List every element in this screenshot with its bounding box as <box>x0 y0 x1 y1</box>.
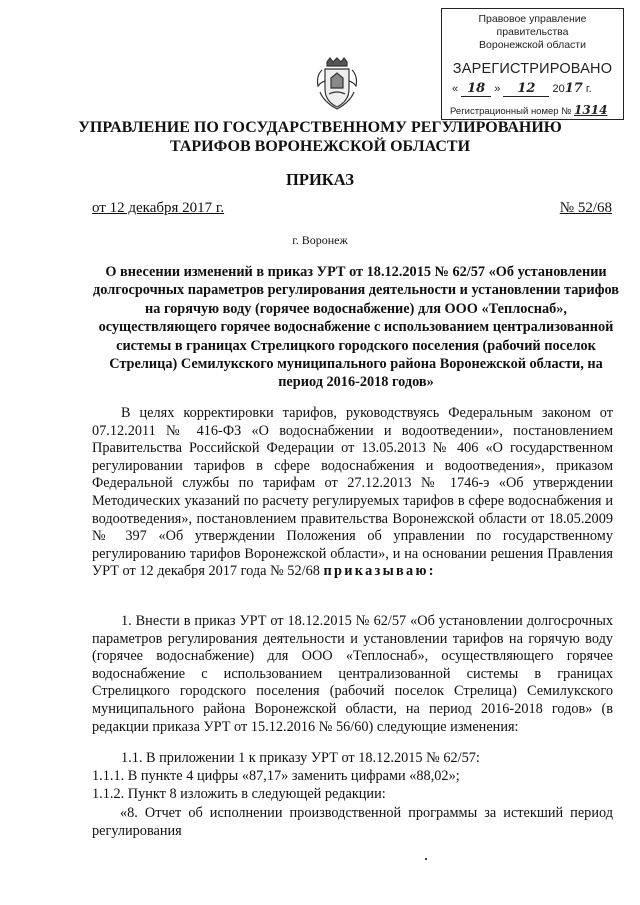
stamp-date-open-quote: « <box>452 83 459 95</box>
preamble-paragraph <box>92 405 613 581</box>
stamp-org-line1: Правовое управление правительства <box>478 13 587 38</box>
stamp-date-year-suffix: 17 <box>564 81 583 96</box>
page-mark <box>425 858 427 860</box>
coat-of-arms-icon <box>314 56 360 114</box>
stamp-date-close-quote: » <box>494 83 501 95</box>
preamble-text: В целях корректировки тарифов, руководствуясь Федеральным законом от 07.12.2011 № 416-ФЗ «О водоснабжении и водоотведении», постановлением Правительства Российской Федерации от 13.05.2013 № 406 «О государственном регулировании тарифов в сфере водоснабжения и водоотведения», приказом Федеральной службы по тарифам от 27.12.2013 № 1746-э «Об утверждении Методических указаний по расчету регулируемых тарифов в сфере водоснабжения и водоотведения», постановлением правительства Воронежской области от 18.05.2009 № 397 «Об утверждении Положения об управлении по государственному регулированию тарифов Воронежской области», и на основании решения Правления УРТ от 12 декабря 2017 года № 52/68 <box>92 405 613 580</box>
stamp-date-month: 12 <box>517 81 536 96</box>
item-1-1: 1.1. В приложении 1 к приказу УРТ от 18.12.2015 № 62/57: <box>121 750 480 766</box>
stamp-registered-label: ЗАРЕГИСТРИРОВАНО <box>452 61 613 77</box>
item-1-1-2: 1.1.2. Пункт 8 изложить в следующей редакции: <box>92 786 386 802</box>
order-word: приказываю: <box>323 563 436 580</box>
item-1-1-1: 1.1.1. В пункте 4 цифры «87,17» заменить цифрами «88,02»; <box>92 768 460 784</box>
document-city: г. Воронеж <box>292 233 348 247</box>
stamp-date-day: 18 <box>467 81 486 96</box>
document-subject: О внесении изменений в приказ УРТ от 18.12.2015 № 62/57 «Об установлении долгосрочных параметров регулирования деятельности и установлении тарифов на горячую воду (горячее водоснабжение) для ООО «Теплоснаб», осуществляющего горячее водоснабжение с использованием централизованной системы в границах Стрелицкого городского поселения (рабочий поселок Стрелица) Семилукского муниципального района Воронежской области, на период 2016-2018 годов» <box>93 264 619 391</box>
issuer-line2: ТАРИФОВ ВОРОНЕЖСКОЙ ОБЛАСТИ <box>169 138 471 155</box>
document-type: ПРИКАЗ <box>286 170 354 189</box>
stamp-reg-number: 1314 <box>574 103 608 117</box>
issuer-line1: УПРАВЛЕНИЕ ПО ГОСУДАРСТВЕННОМУ РЕГУЛИРОВАНИЮ <box>78 119 562 136</box>
quoted-item-8: «8. Отчет об исполнении производственной программы за истекший период регулирования <box>92 805 613 839</box>
stamp-date <box>452 81 617 97</box>
item-1-paragraph: 1. Внести в приказ УРТ от 18.12.2015 № 62/57 «Об установлении долгосрочных параметров регулирования деятельности и установлении тарифов на горячую воду (горячее водоснабжение) для ООО «Теплоснаб», осуществляющего горячее водоснабжение с использованием централизованной системы в границах Стрелицкого городского поселения (рабочий поселок Стрелица) Семилукского муниципального района Воронежской области, на период 2016-2018 годов» (в редакции приказа УРТ от 15.12.2016 № 56/60) следующие изменения: <box>92 613 613 735</box>
stamp-date-suffix: г. <box>585 83 592 95</box>
stamp-registration-number <box>450 103 607 117</box>
stamp-organization <box>442 13 623 52</box>
document-date: от 12 декабря 2017 г. <box>92 200 225 216</box>
document-number: № 52/68 <box>559 200 612 216</box>
issuer-name <box>40 118 600 156</box>
stamp-reg-label: Регистрационный номер № <box>450 106 572 117</box>
stamp-org-line2: Воронежской области <box>479 39 586 51</box>
stamp-date-year-prefix: 20 <box>552 83 565 95</box>
registration-stamp <box>441 8 624 120</box>
